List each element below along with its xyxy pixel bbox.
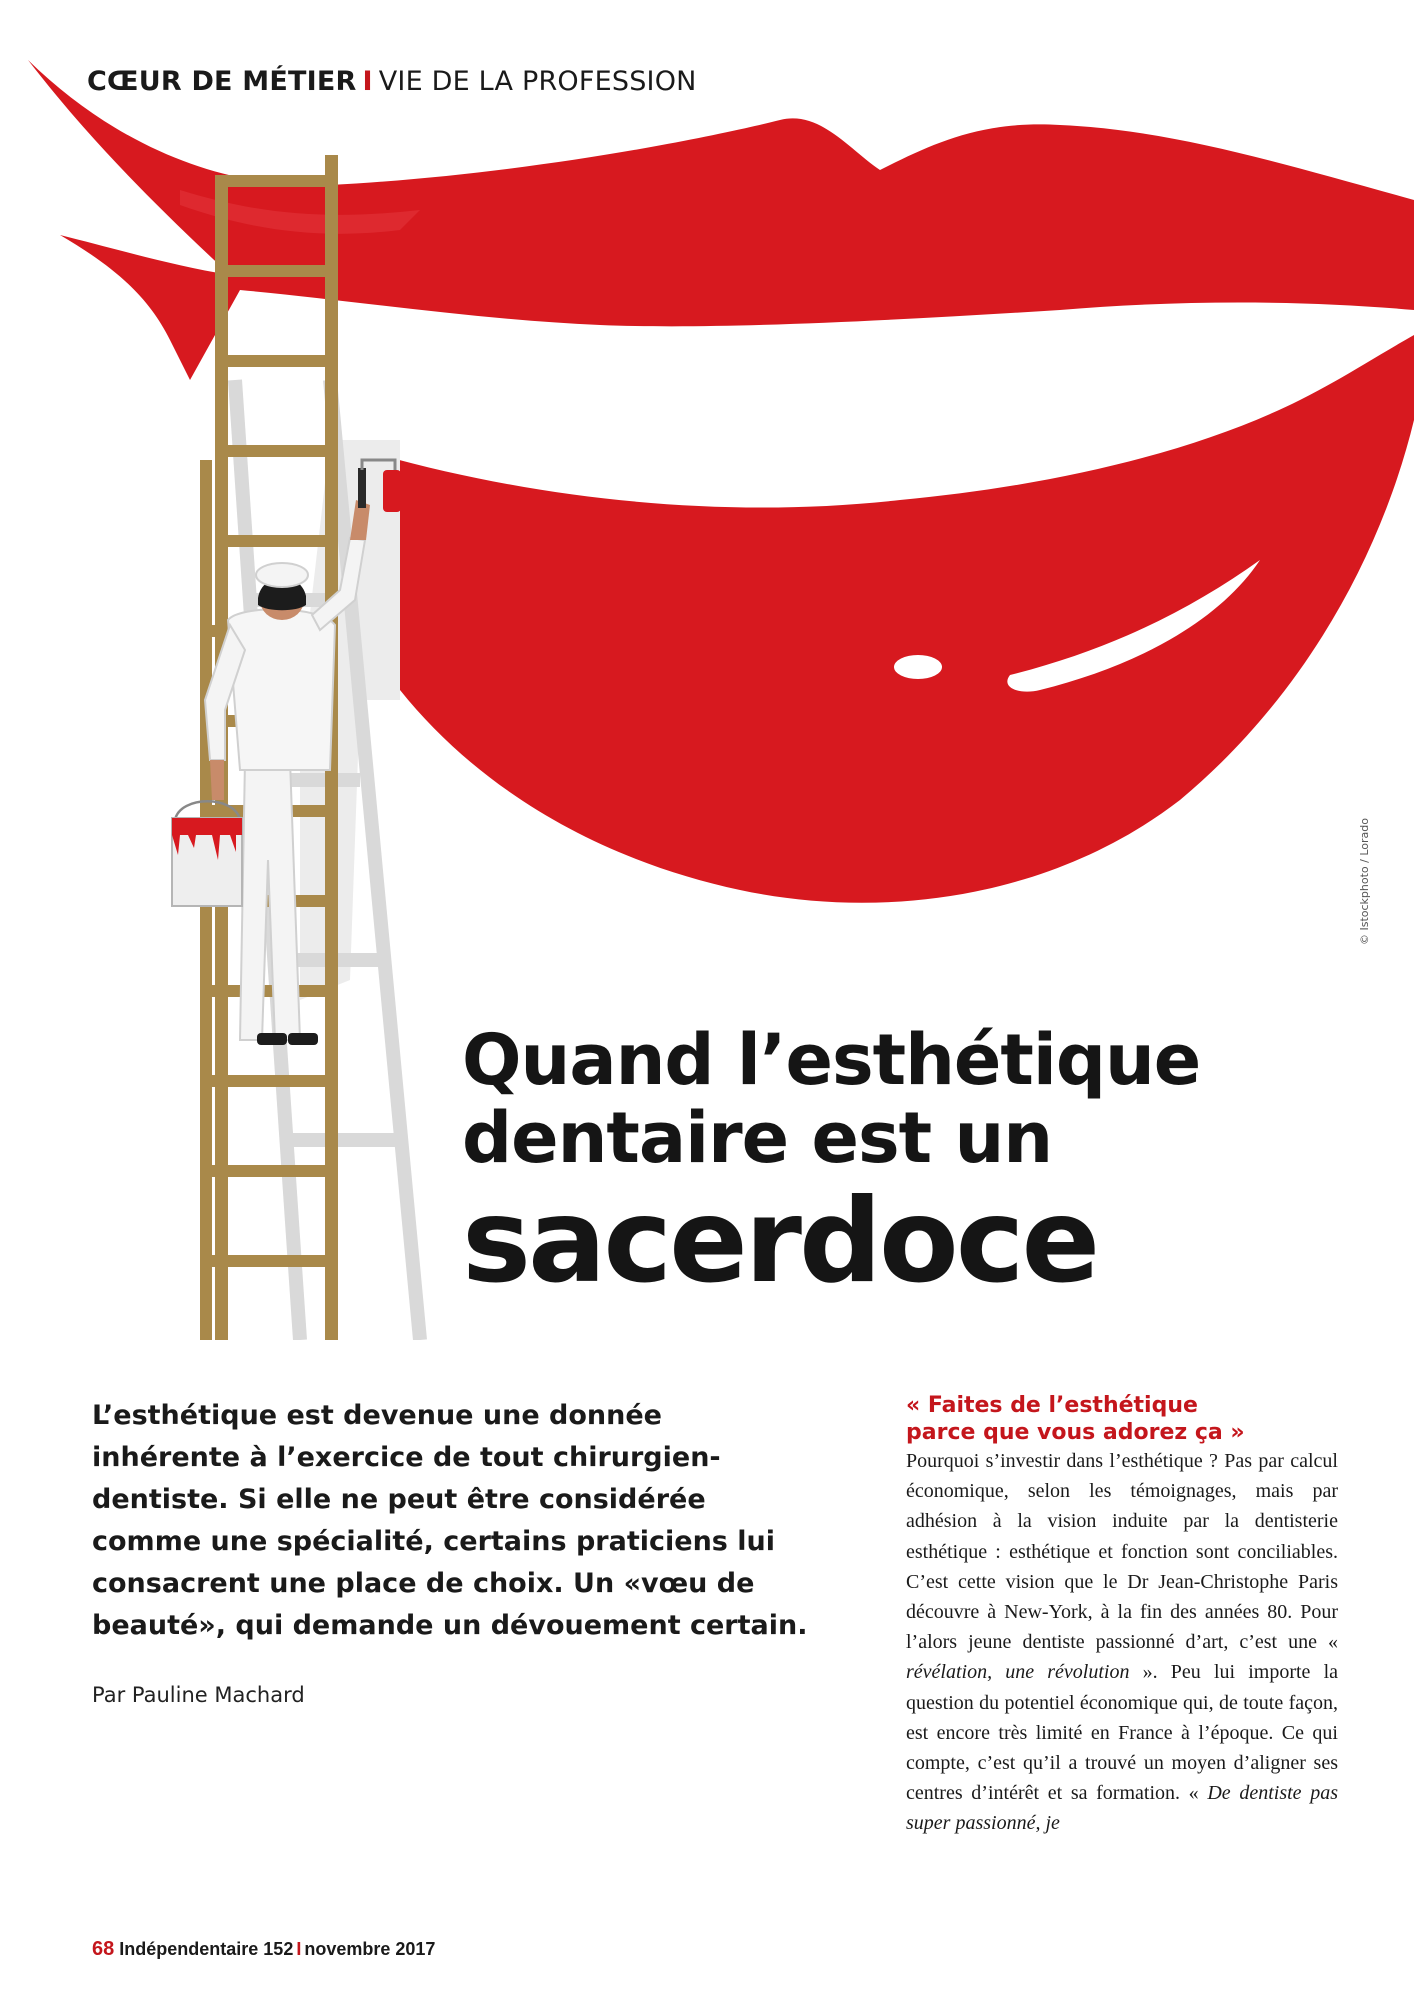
intertitle-line-1: « Faites de l’esthétique bbox=[906, 1393, 1198, 1418]
article-column bbox=[906, 1392, 1338, 1839]
lip-highlight-dot bbox=[894, 655, 942, 679]
title-line-2: dentaire est un bbox=[462, 1097, 1053, 1179]
photo-credit: © Istockphoto / Lorado bbox=[1358, 818, 1371, 945]
footer-separator: I bbox=[296, 1939, 302, 1959]
subsection-name: VIE DE LA PROFESSION bbox=[378, 66, 697, 97]
intertitle bbox=[906, 1392, 1338, 1446]
section-name: CŒUR DE MÉTIER bbox=[87, 66, 357, 97]
intertitle-line-2: parce que vous adorez ça » bbox=[906, 1420, 1245, 1445]
article-body bbox=[906, 1446, 1338, 1839]
article-lead: L’esthétique est devenue une donnée inhérente à l’exercice de tout chirurgien-dentiste. Si elle ne peut être considérée comme une spécialité, certains praticiens lui consacrent une place de choix. Un «vœu de beauté», qui demande un dévouement certain. bbox=[92, 1400, 808, 1641]
magazine-issue: Indépendentaire 152 bbox=[119, 1939, 294, 1959]
section-rubric bbox=[87, 66, 697, 97]
issue-date: novembre 2017 bbox=[304, 1939, 436, 1959]
page-number: 68 bbox=[92, 1938, 115, 1960]
rubric-separator: I bbox=[362, 66, 373, 97]
article-title bbox=[462, 1020, 1200, 1308]
page-footer bbox=[92, 1938, 435, 1961]
body-text-2: ». Peu lui importe la question du potentiel économique qui, de toute façon, est encore très limité en France à l’époque. Ce qui compte, c’est qu’il a trouvé un moyen d’aligner ses centres d’intérêt et sa formation. « bbox=[906, 1661, 1338, 1805]
article-byline: Par Pauline Machard bbox=[92, 1683, 305, 1707]
body-quote-2: De dentiste pas super passionné, je bbox=[906, 1782, 1338, 1835]
body-text-1: Pourquoi s’investir dans l’esthétique ? Pas par calcul économique, selon les témoignages, mais par adhésion à la vision induite par la dentisterie esthétique : esthétique et fonction sont conciliables. C’est cette vision que le Dr Jean-Christophe Paris découvre à New-York, à la fin des années 80. Pour l’alors jeune dentiste passionné d’art, c’est une « bbox=[906, 1450, 1338, 1654]
title-line-1: Quand l’esthétique bbox=[462, 1019, 1201, 1101]
lower-lip-shape bbox=[330, 335, 1414, 903]
body-quote-1: révélation, une révolution bbox=[906, 1661, 1130, 1684]
title-line-3: sacerdoce bbox=[462, 1174, 1098, 1309]
